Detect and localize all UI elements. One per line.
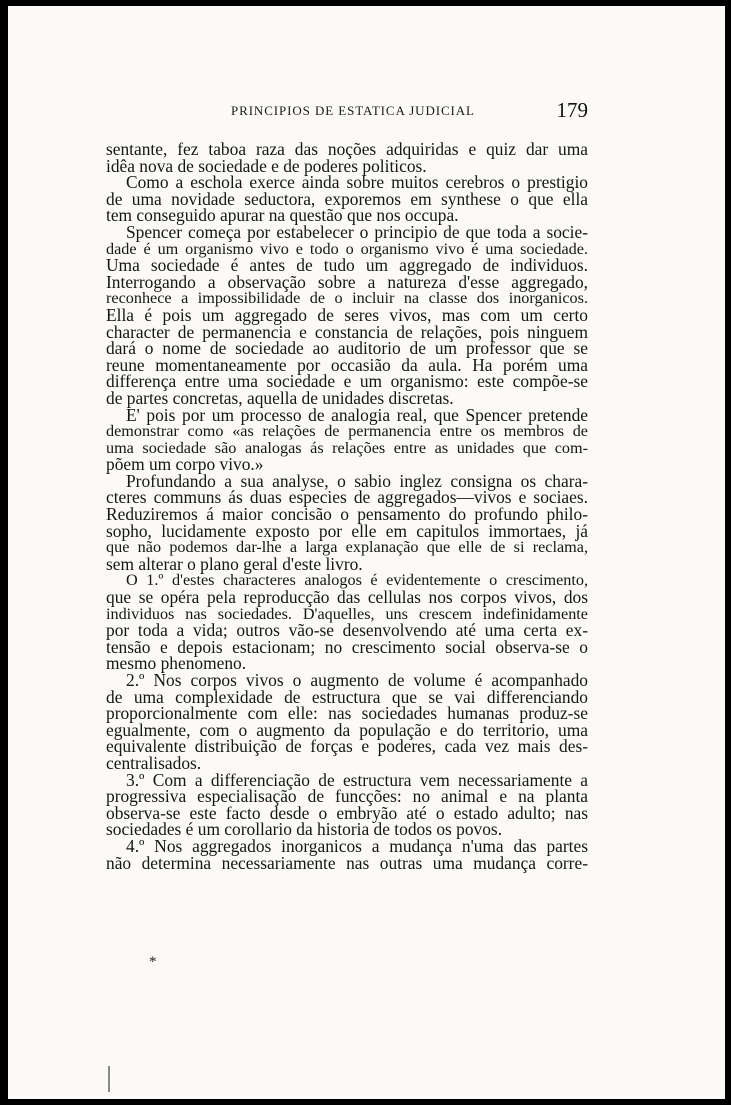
text-line: idêa nova de sociedade e de poderes politicos. [106, 155, 427, 176]
text-line: E' pois por um processo de analogia real, que Spencer pretende [126, 404, 588, 425]
text-line: progressiva especialisação de funcções: no animal e na planta [106, 786, 588, 807]
text-line: individuos nas sociedades. D'aquelles, uns crescem indefinidamente [106, 604, 588, 623]
text-line: centralisados. [106, 752, 202, 773]
text-line: O 1.º d'estes characteres analogos é evidentemente o crescimento, [126, 571, 588, 590]
text-line: mesmo phenomeno. [106, 653, 247, 674]
text-line: observa-se este facto desde o embryão até o estado adulto; nas [106, 802, 588, 823]
text-line: 3.º Com a differenciação de estructura vem necessariamente a [126, 769, 588, 790]
text-line: proporcionalmente com elle: nas sociedades humanas produz-se [106, 703, 588, 724]
text-line: tem conseguido apurar na questão que nos occupa. [106, 205, 459, 226]
text-line: põem um corpo vivo.» [106, 454, 264, 475]
text-line: Ella é pois um aggregado de seres vivos, mas com um certo [106, 304, 588, 325]
text-line: de partes concretas, aquella de unidades discretas. [106, 387, 454, 408]
text-line: Uma sociedade é antes de tudo um aggregado de individuos. [106, 255, 588, 276]
text-line: equivalente distribuição de forças e poderes, cada vez mais des- [106, 736, 588, 757]
text-line: que não podemos dar-lhe a larga explanação que elle de si reclama, [106, 538, 588, 557]
text-line: demonstrar como «as relações de permanencia entre os membros de [106, 422, 588, 441]
text-line: que se opéra pela reproducção das cellulas nos corpos vivos, dos [106, 587, 588, 608]
text-line: Como a eschola exerce ainda sobre muitos cerebros o prestigio [126, 172, 588, 193]
text-line: uma sociedade são analogas ás relações entre as unidades que com- [106, 438, 588, 457]
text-line: reconhece a impossibilidade de o incluir na classe dos inorganicos. [106, 289, 588, 308]
text-line: sociedades é um corollario da historia de todos os povos. [106, 819, 503, 840]
text-line: reune momentaneamente por occasião da aula. Ha porém uma [106, 354, 588, 375]
text-line: 4.º Nos aggregados inorganicos a mudança n'uma das partes [126, 835, 588, 856]
text-line: sopho, lucidamente exposto por elle em capitulos immortaes, já [106, 520, 588, 541]
text-line: egualmente, com o augmento da população e do territorio, uma [106, 719, 588, 740]
text-line: sem alterar o plano geral d'este livro. [106, 553, 363, 574]
text-line: cteres communs ás duas especies de aggregados—vivos e sociaes. [106, 487, 588, 508]
text-line: 2.º Nos corpos vivos o augmento de volume é acompanhado [126, 670, 588, 690]
text-line: Profundando a sua analyse, o sabio inglez consigna os chara- [126, 470, 588, 491]
text-line: por toda a vida; outros vão-se desenvolvendo até uma certa ex- [106, 620, 588, 641]
text-line: não determina necessariamente nas outras uma mudança corre- [106, 852, 588, 873]
text-line: sentante, fez taboa raza das noções adquiridas e quiz dar uma [106, 139, 588, 159]
text-line: dade é um organismo vivo e todo o organismo vivo é uma sociedade. [106, 239, 588, 258]
running-title: PRINCIPIOS DE ESTATICA JUDICIAL [231, 103, 475, 118]
text-line: Interrogando a observação sobre a natureza d'esse aggregado, [106, 271, 588, 292]
page-number: 179 [556, 98, 588, 122]
text-line: de uma novidade seductora, exporemos em synthese o que ella [106, 188, 588, 209]
footnote-asterisk: * [149, 954, 157, 970]
text-line: de uma complexidade de estructura que se vai differenciando [106, 686, 588, 707]
page-header [106, 98, 588, 124]
body-text [106, 141, 588, 871]
text-line: differença entre uma sociedade e um organismo: este compõe-se [106, 371, 588, 392]
text-line: Spencer começa por estabelecer o principio de que toda a socie- [126, 221, 588, 242]
text-line: character de permanencia e constancia de relações, pois ninguem [106, 321, 588, 342]
text-line: Reduziremos á maior concisão o pensamento do profundo philo- [106, 504, 588, 525]
text-line: tensão e depois estacionam; no crescimento social observa-se o [106, 636, 588, 657]
book-page [8, 6, 725, 1099]
margin-mark [108, 1066, 110, 1092]
text-line: dará o nome de sociedade ao auditorio de um professor que se [106, 338, 588, 359]
